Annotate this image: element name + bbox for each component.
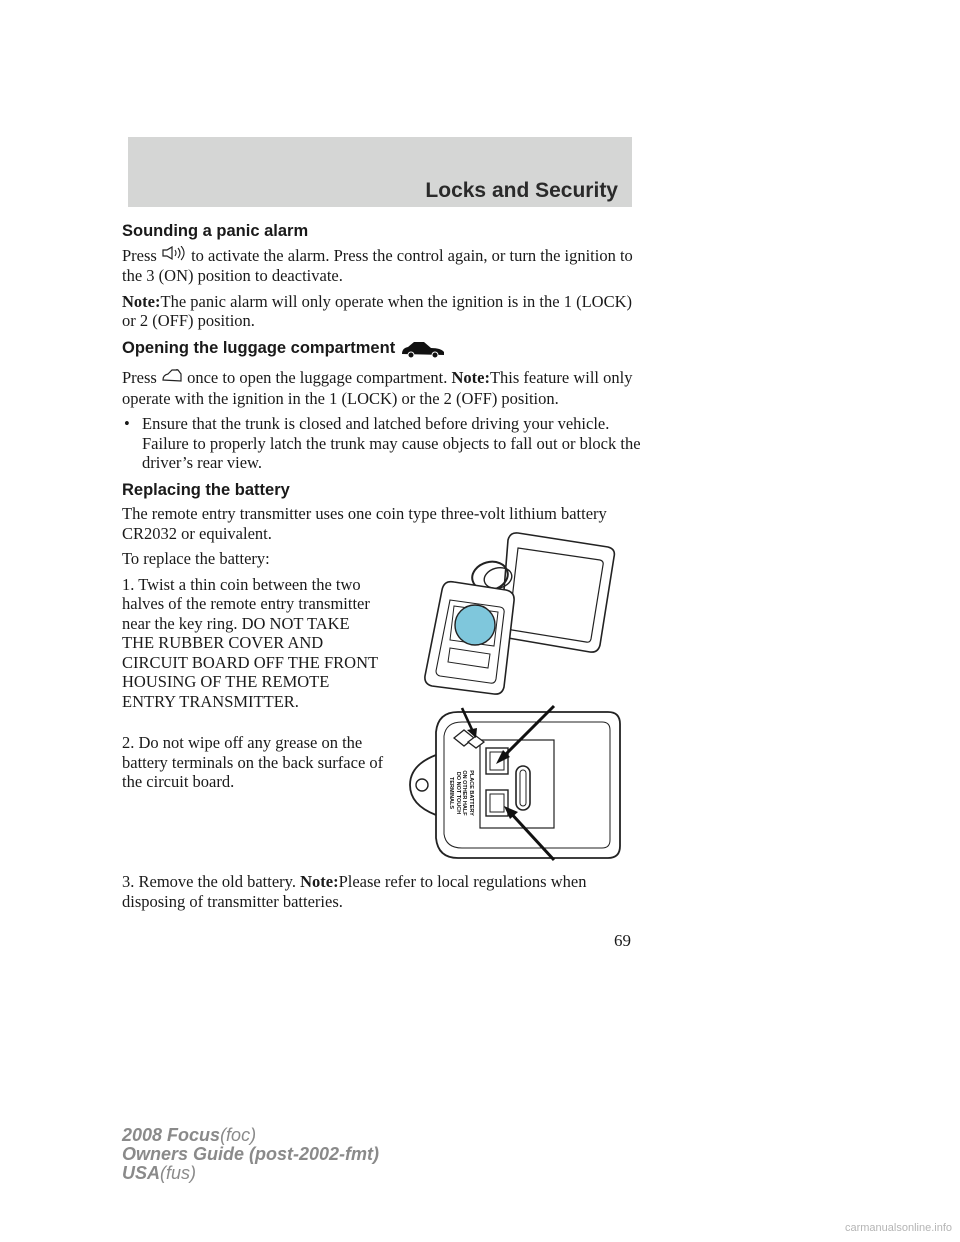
battery-to-replace: To replace the battery:: [122, 549, 270, 568]
section-title: Locks and Security: [425, 179, 618, 202]
luggage-paragraph: Press once to open the luggage compartment. Note:This feature will only operate with the ignition in the 1 (LOCK) or the 2 (OFF) position.: [122, 368, 633, 408]
board-label-line: DO NOT TOUCH: [455, 771, 461, 815]
luggage-bullet: • Ensure that the trunk is closed and latched before driving your vehicle. Failure to properly latch the trunk may cause objects to fall out or block the driver’s rear view.: [124, 414, 641, 472]
document-footer: [122, 1126, 379, 1183]
trunk-car-icon: [400, 339, 446, 365]
battery-intro: The remote entry transmitter uses one coin type three-volt lithium battery CR2032 or equivalent.: [122, 504, 607, 543]
section-header-band: [128, 137, 632, 207]
heading-replace-battery: Replacing the battery: [122, 480, 290, 499]
heading-panic-alarm: Sounding a panic alarm: [122, 222, 309, 240]
trunk-release-icon: [161, 368, 183, 389]
board-label-line: PLACE BATTERY: [468, 770, 474, 816]
board-label-line: ON OTHER HALF: [461, 770, 468, 816]
bullet-dot: •: [124, 414, 130, 433]
board-label: [448, 758, 496, 828]
footer-line-1: 2008 Focus(foc): [122, 1125, 257, 1145]
board-label-line: TERMINALS: [448, 776, 455, 810]
footer-line-2: Owners Guide (post-2002-fmt): [122, 1144, 380, 1164]
battery-step-1: 1. Twist a thin coin between the two halves of the remote entry transmitter near the key ring. DO NOT TAKE THE RUBBER COVER AND CIRCUIT BOARD OFF THE FRONT HOUSING OF THE REMOTE ENTRY TRANSMITTER.: [122, 574, 378, 711]
page-number: 69: [614, 931, 631, 950]
transmitter-open-figure: [420, 518, 620, 713]
battery-step-2: 2. Do not wipe off any grease on the battery terminals on the back surface of the circuit board.: [122, 733, 384, 791]
panic-paragraph: Press to activate the alarm. Press the control again, or turn the ignition to the 3 (ON) position to deactivate.: [122, 245, 633, 285]
panic-horn-icon: [161, 246, 187, 267]
footer-line-3: USA(fus): [122, 1163, 197, 1183]
heading-luggage: Opening the luggage compartment: [122, 339, 642, 365]
panic-note: Note:The panic alarm will only operate when the ignition is in the 1 (LOCK) or 2 (OFF) position.: [122, 291, 632, 330]
circuit-board-figure: [404, 700, 624, 870]
watermark: carmanualsonline.info: [844, 1222, 952, 1234]
battery-step-3: 3. Remove the old battery. Note:Please refer to local regulations when disposing of transmitter batteries.: [122, 872, 587, 911]
